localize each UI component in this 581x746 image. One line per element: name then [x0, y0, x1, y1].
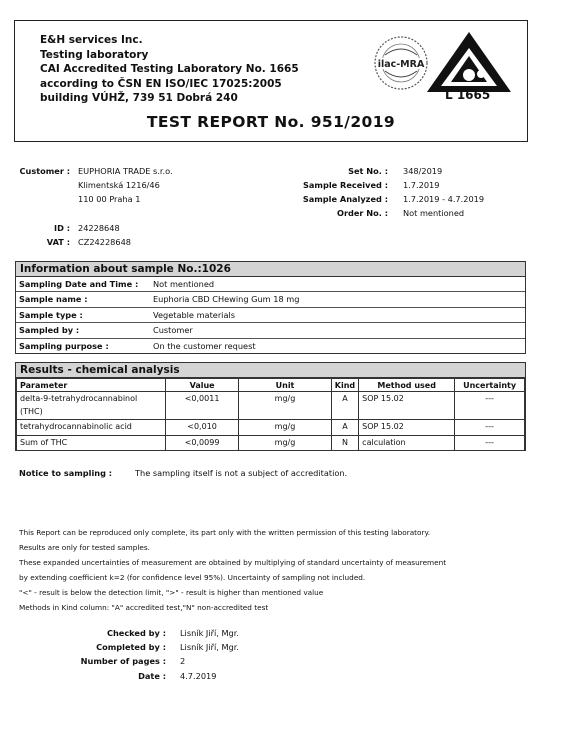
table-row [17, 392, 525, 420]
info-row [16, 292, 525, 307]
parameter-cell: tetrahydrocannabinolic acid [17, 420, 166, 436]
info-value: Vegetable materials [153, 309, 236, 320]
customer-city: 110 00 Praha 1 [78, 194, 141, 204]
set-no-value: 348/2019 [403, 166, 443, 176]
results-table [16, 378, 525, 450]
table-row [17, 435, 525, 450]
vat-value: CZ24228648 [78, 237, 131, 247]
number-of-pages-label: Number of pages : [80, 656, 166, 666]
results-section [15, 362, 526, 451]
completed-by-value: Lisník Jiří, Mgr. [180, 642, 239, 652]
footnote-line: This Report can be reproduced only complete, its part only with the written permission of this testing laboratory. [19, 528, 431, 537]
date-label: Date : [138, 671, 166, 681]
uncertainty-cell: --- [455, 420, 525, 436]
info-row [16, 277, 525, 292]
sample-info-section [15, 261, 526, 354]
customer-name: EUPHORIA TRADE s.r.o. [78, 166, 173, 176]
uncertainty-cell: --- [455, 435, 525, 450]
column-header: Method used [359, 379, 455, 392]
info-value: Euphoria CBD CHewing Gum 18 mg [153, 294, 300, 305]
footnote-line: by extending coefficient k=2 (for confidence level 95%). Uncertainty of sampling not included. [19, 573, 366, 582]
id-value: 24228648 [78, 223, 120, 233]
table-row [17, 420, 525, 436]
id-label: ID : [54, 223, 70, 233]
order-no-label: Order No. : [336, 208, 388, 218]
notice-label: Notice to sampling : [19, 468, 113, 478]
info-row [16, 308, 525, 323]
method-cell: SOP 15.02 [359, 420, 455, 436]
notice-text: The sampling itself is not a subject of accreditation. [135, 468, 348, 478]
checked-by-value: Lisník Jiří, Mgr. [180, 628, 239, 638]
value-cell: <0,0099 [165, 435, 238, 450]
footnote-line: These expanded uncertainties of measurement are obtained by multiplying of standard uncertainty of measurement [19, 558, 447, 567]
info-label: Sample type : [19, 309, 83, 320]
footnotes [19, 525, 446, 615]
footnote-line: Methods in Kind column: "A" accredited test,"N" non-accredited test [19, 603, 269, 612]
info-label: Sampling Date and Time : [19, 279, 139, 289]
info-row [16, 339, 525, 353]
sample-received-label: Sample Received : [303, 180, 388, 190]
ilac-text: ilac-MRA [377, 59, 425, 70]
uncertainty-cell: --- [455, 392, 525, 420]
value-cell: <0,010 [165, 420, 238, 436]
column-header: Value [165, 379, 238, 392]
date-value: 4.7.2019 [180, 671, 217, 681]
lab-line: according to ČSN EN ISO/IEC 17025:2005 [40, 77, 282, 90]
method-cell: calculation [359, 435, 455, 450]
footnote-line: "<" - result is below the detection limit, ">" - result is higher than mentioned value [19, 588, 324, 597]
sample-analyzed-value: 1.7.2019 - 4.7.2019 [403, 194, 485, 204]
kind-cell: N [331, 435, 358, 450]
info-value: On the customer request [153, 340, 256, 351]
ilac-mra-logo [371, 33, 431, 93]
info-label: Sample name : [19, 294, 88, 305]
order-no-value: Not mentioned [403, 208, 465, 218]
unit-cell: mg/g [239, 435, 332, 450]
vat-label: VAT : [46, 237, 70, 247]
unit-cell: mg/g [239, 420, 332, 436]
column-header: Uncertainty [455, 379, 525, 392]
info-row [16, 323, 525, 338]
column-header: Parameter [17, 379, 166, 392]
lab-line: E&H services Inc. [40, 34, 143, 46]
method-cell: SOP 15.02 [359, 392, 455, 420]
set-no-label: Set No. : [348, 166, 388, 176]
sample-analyzed-label: Sample Analyzed : [302, 194, 388, 204]
customer-street: Klimentská 1216/46 [78, 180, 160, 190]
column-header: Kind [331, 379, 358, 392]
kind-cell: A [331, 420, 358, 436]
sample-info-heading: Information about sample No.:1026 [16, 262, 525, 277]
kind-cell: A [331, 392, 358, 420]
completed-by-label: Completed by : [96, 642, 166, 652]
laboratory-address [40, 33, 299, 106]
lab-line: Testing laboratory [40, 48, 149, 61]
column-header: Unit [239, 379, 332, 392]
customer-label: Customer : [19, 166, 70, 176]
results-heading: Results - chemical analysis [16, 363, 525, 378]
lab-line: CAI Accredited Testing Laboratory No. 1665 [40, 63, 299, 76]
parameter-cell: Sum of THC [17, 435, 166, 450]
report-title: TEST REPORT No. 951/2019 [146, 113, 396, 131]
info-label: Sampling purpose : [19, 340, 109, 351]
number-of-pages-value: 2 [180, 656, 186, 666]
footnote-line: Results are only for tested samples. [19, 543, 150, 552]
cai-label: L 1665 [445, 88, 491, 102]
value-cell: <0,0011 [165, 392, 238, 420]
info-value: Customer [153, 325, 193, 336]
info-value: Not mentioned [153, 279, 215, 289]
lab-line: building VÚHŽ, 739 51 Dobrá 240 [40, 92, 238, 105]
unit-cell: mg/g [239, 392, 332, 420]
checked-by-label: Checked by : [106, 628, 166, 638]
sample-received-value: 1.7.2019 [403, 180, 440, 190]
results-header-row [17, 379, 525, 392]
parameter-cell: delta-9-tetrahydrocannabinol (THC) [17, 392, 166, 420]
info-label: Sampled by : [19, 325, 80, 336]
